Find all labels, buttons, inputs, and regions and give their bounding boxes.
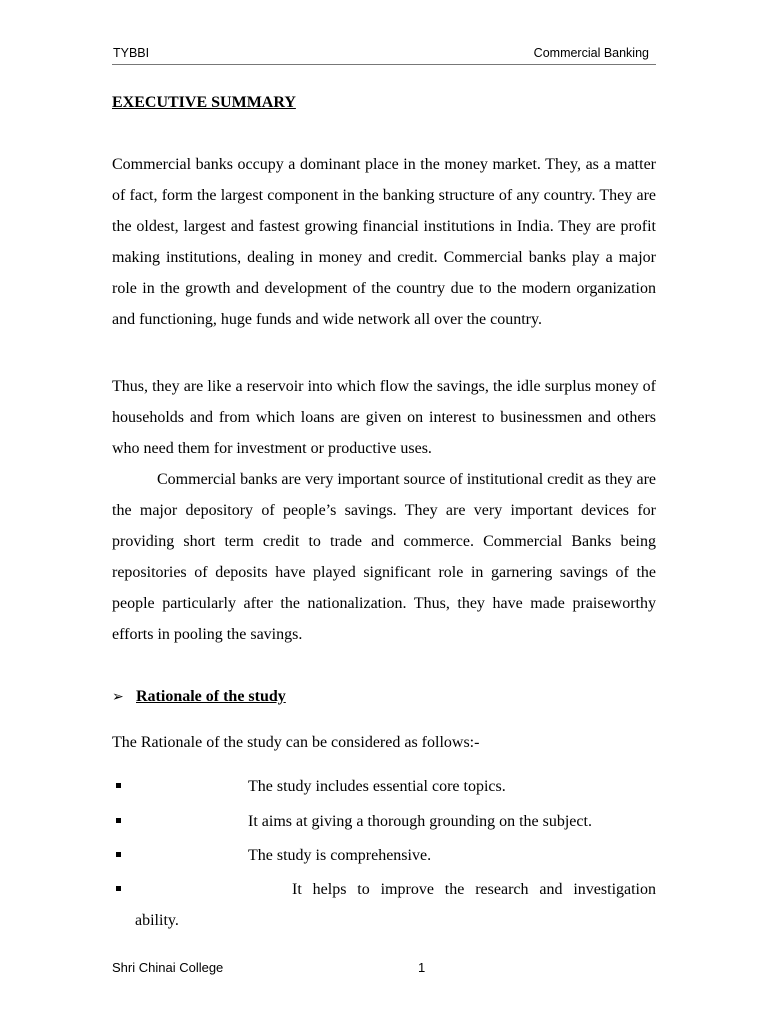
square-bullet-icon [116,818,121,823]
header-course: TYBBI [113,46,150,60]
paragraph-2: Thus, they are like a reservoir into which flow the savings, the idle surplus money of households and from which loans are given on interest to businessmen and others who need them for investment or productive uses. [112,378,656,457]
list-item-text: It helps to improve the research and investigation [292,881,656,898]
list-item-text: It aims at giving a thorough grounding on the subject. [248,813,592,830]
page-title: EXECUTIVE SUMMARY [112,94,296,111]
page-header [112,44,656,65]
square-bullet-icon [116,852,121,857]
footer-college: Shri Chinai College [112,960,224,975]
list-item-text: The study includes essential core topics. [248,778,506,795]
list-item-text: The study is comprehensive. [248,847,432,864]
list-item-continuation: ability. [135,912,179,929]
rationale-intro: The Rationale of the study can be considered as follows:- [112,734,480,751]
header-subject: Commercial Banking [533,46,649,60]
page-number: 1 [418,960,426,975]
arrow-bullet-icon: ➢ [112,689,124,705]
square-bullet-icon [116,886,121,891]
rationale-heading [112,688,286,706]
square-bullet-icon [116,783,121,788]
paragraph-1: Commercial banks occupy a dominant place in the money market. They, as a matter of fact, form the largest component in the banking structure of any country. They are the oldest, largest and fastest growing financial institutions in India. They are profit making institutions, dealing in money and credit. Commercial banks play a major role in the growth and development of the country due to the modern organization and functioning, huge funds and wide network all over the country. [112,156,656,328]
rationale-heading-label: Rationale of the study [136,688,286,705]
paragraph-3: Commercial banks are very important source of institutional credit as they are the major depository of people’s savings. They are very important devices for providing short term credit to trade and commerce. Commercial Banks being repositories of deposits have played significant role in garnering savings of the people particularly after the nationalization. Thus, they have made praiseworthy efforts in pooling the savings. [112,471,656,643]
